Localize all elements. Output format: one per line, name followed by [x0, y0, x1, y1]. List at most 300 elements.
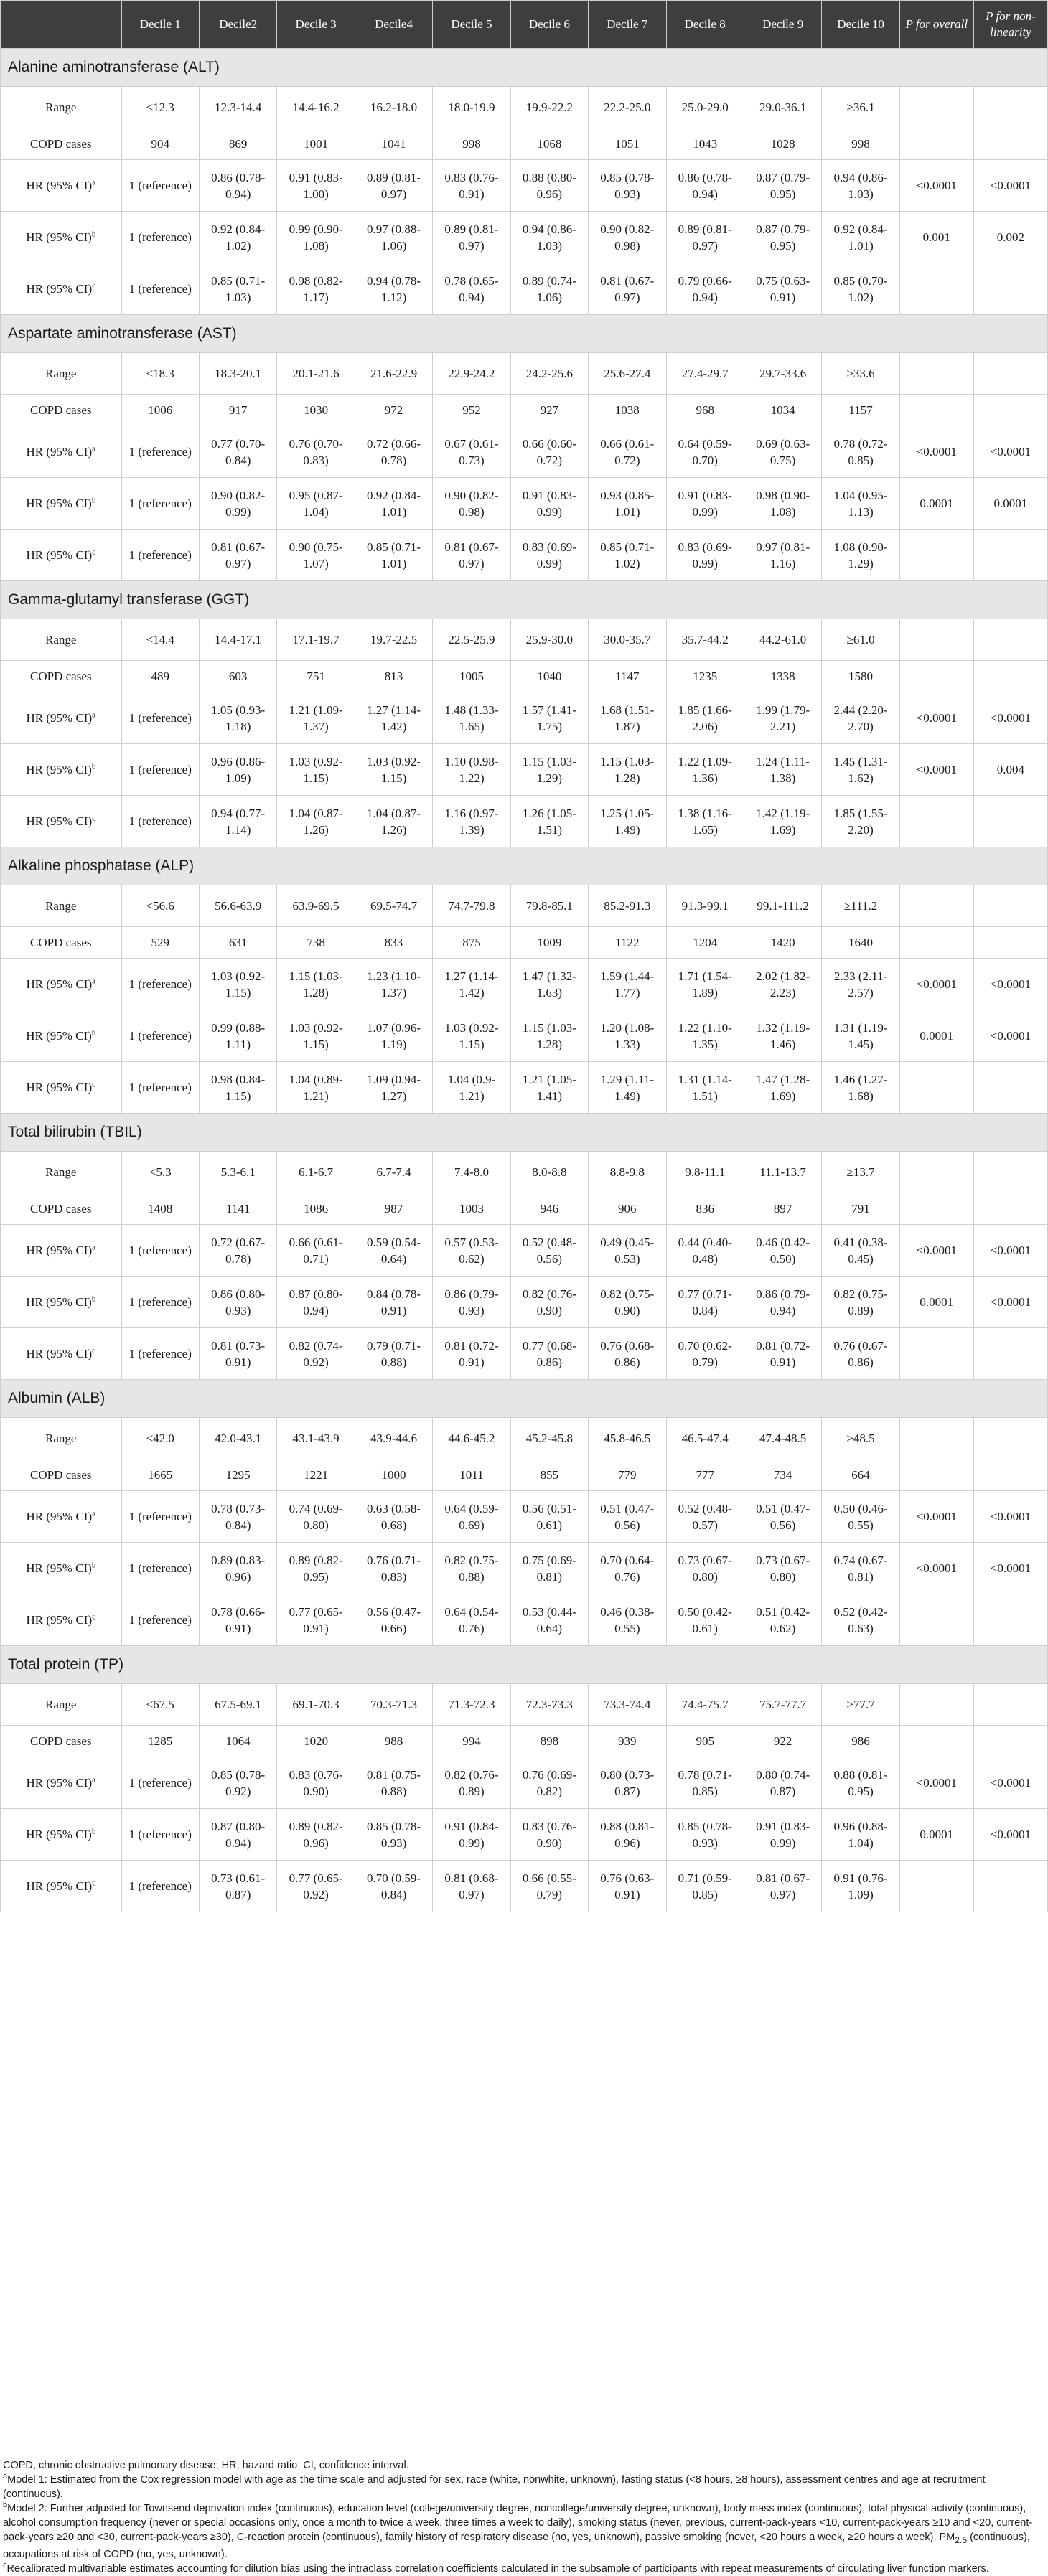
row-label: [1, 1594, 122, 1646]
header-cell-decile-2: Decile2: [199, 1, 276, 49]
p-overall-cell: [899, 87, 973, 128]
table-cell: 0.78 (0.71-0.85): [666, 1757, 744, 1809]
table-cell: 0.41 (0.38-0.45): [822, 1225, 899, 1277]
table-cell: 1001: [277, 128, 355, 160]
section-title: Gamma-glutamyl transferase (GGT): [1, 581, 1048, 619]
table-cell: ≥61.0: [822, 619, 899, 661]
table-cell: 1 (reference): [121, 1861, 199, 1912]
footnote-b-text: Model 2: Further adjusted for Townsend deprivation index (continuous), education level (college/university degree, noncollege/university degree, unknown), body mass index (continuous), total physical activity (continuous), alcohol consumption frequency (never or special occasions only, once a month to twice a week, three times a week to daily), smoking status (never, previous, current-pack-years <10, current-pack-years ≥10 and <20, current-pack-years ≥20 and <30, current-pack-years ≥30), C-reaction protein (continuous), family history of respiratory disease (no, yes, unknown), passive smoking (never, <20 hours a week, ≥20 hours a week), PM: [3, 2503, 1033, 2543]
table-cell: <67.5: [121, 1684, 199, 1726]
table-cell: 0.64 (0.54-0.76): [433, 1594, 510, 1646]
table-cell: 0.73 (0.61-0.87): [199, 1861, 276, 1912]
table-cell: 0.79 (0.71-0.88): [355, 1328, 432, 1380]
table-cell: 0.94 (0.86-1.03): [510, 212, 588, 263]
table-cell: 1.15 (1.03-1.28): [589, 744, 666, 796]
row-label-text: Range: [45, 1697, 77, 1711]
table-row: [1, 128, 1048, 160]
row-label: [1, 1459, 122, 1491]
table-cell: 0.52 (0.48-0.57): [666, 1491, 744, 1543]
table-cell: 1.57 (1.41-1.75): [510, 692, 588, 744]
table-cell: 1.99 (1.79-2.21): [744, 692, 821, 744]
row-label: [1, 1809, 122, 1861]
table-cell: 11.1-13.7: [744, 1152, 821, 1193]
table-cell: 0.78 (0.65-0.94): [433, 263, 510, 315]
table-cell: 0.86 (0.78-0.94): [666, 160, 744, 212]
table-cell: 1.07 (0.96-1.19): [355, 1010, 432, 1062]
table-cell: 972: [355, 395, 432, 426]
table-cell: 0.83 (0.69-0.99): [510, 530, 588, 581]
table-cell: 1.15 (1.03-1.28): [510, 1010, 588, 1062]
table-cell: 1640: [822, 927, 899, 959]
table-cell: 986: [822, 1726, 899, 1757]
table-cell: 0.77 (0.70-0.84): [199, 426, 276, 478]
table-cell: 1 (reference): [121, 796, 199, 847]
p-overall-cell: [899, 661, 973, 692]
table-cell: 1038: [589, 395, 666, 426]
table-cell: 897: [744, 1193, 821, 1225]
p-overall-cell: <0.0001: [899, 1225, 973, 1277]
table-cell: 24.2-25.6: [510, 353, 588, 395]
row-label-text: HR (95% CI): [26, 1509, 93, 1523]
table-cell: 1.04 (0.95-1.13): [822, 478, 899, 530]
table-row: [1, 1757, 1048, 1809]
row-label-text: HR (95% CI): [26, 814, 93, 828]
table-cell: 0.72 (0.66-0.78): [355, 426, 432, 478]
section-header-row: [1, 1380, 1048, 1418]
table-cell: 0.64 (0.59-0.70): [666, 426, 744, 478]
table-cell: 1086: [277, 1193, 355, 1225]
table-body: [1, 49, 1048, 1912]
p-overall-cell: [899, 796, 973, 847]
table-cell: 47.4-48.5: [744, 1418, 821, 1459]
table-cell: 0.91 (0.83-0.99): [510, 478, 588, 530]
model-superscript: c: [92, 813, 96, 822]
table-cell: 0.83 (0.76-0.91): [433, 160, 510, 212]
table-row: [1, 263, 1048, 315]
table-cell: 0.98 (0.84-1.15): [199, 1062, 276, 1114]
table-cell: 0.90 (0.82-0.98): [433, 478, 510, 530]
row-label-text: COPD cases: [30, 669, 92, 683]
table-cell: 0.50 (0.46-0.55): [822, 1491, 899, 1543]
table-cell: 1.45 (1.31-1.62): [822, 744, 899, 796]
p-nonlinearity-cell: <0.0001: [973, 1277, 1047, 1328]
table-cell: 0.77 (0.71-0.84): [666, 1277, 744, 1328]
footnote-marker: b: [3, 2501, 8, 2510]
table-cell: 1.15 (1.03-1.29): [510, 744, 588, 796]
table-cell: 1.46 (1.27-1.68): [822, 1062, 899, 1114]
p-overall-cell: <0.0001: [899, 426, 973, 478]
table-cell: 6.1-6.7: [277, 1152, 355, 1193]
p-overall-cell: <0.0001: [899, 1543, 973, 1594]
table-cell: 855: [510, 1459, 588, 1491]
table-cell: 813: [355, 661, 432, 692]
model-superscript: a: [92, 1242, 96, 1251]
row-label: [1, 128, 122, 160]
model-superscript: b: [91, 1294, 96, 1303]
row-label: [1, 1684, 122, 1726]
table-row: [1, 87, 1048, 128]
p-nonlinearity-cell: <0.0001: [973, 426, 1047, 478]
model-superscript: a: [92, 177, 96, 187]
table-cell: 79.8-85.1: [510, 885, 588, 927]
table-cell: 29.0-36.1: [744, 87, 821, 128]
table-cell: 1.23 (1.10-1.37): [355, 959, 432, 1010]
p-nonlinearity-cell: [973, 796, 1047, 847]
table-cell: 734: [744, 1459, 821, 1491]
table-cell: 1.48 (1.33-1.65): [433, 692, 510, 744]
table-cell: 869: [199, 128, 276, 160]
table-cell: 1.85 (1.66-2.06): [666, 692, 744, 744]
table-cell: 1.03 (0.92-1.15): [433, 1010, 510, 1062]
section-header-row: [1, 49, 1048, 87]
table-cell: 0.81 (0.72-0.91): [433, 1328, 510, 1380]
table-cell: <42.0: [121, 1418, 199, 1459]
p-nonlinearity-cell: [973, 927, 1047, 959]
table-cell: 0.71 (0.59-0.85): [666, 1861, 744, 1912]
table-cell: 0.75 (0.63-0.91): [744, 263, 821, 315]
row-label: [1, 426, 122, 478]
table-cell: 1.27 (1.14-1.42): [433, 959, 510, 1010]
table-cell: 0.82 (0.75-0.88): [433, 1543, 510, 1594]
table-cell: 0.81 (0.73-0.91): [199, 1328, 276, 1380]
p-overall-cell: [899, 1861, 973, 1912]
row-label-text: COPD cases: [30, 136, 92, 151]
table-cell: 898: [510, 1726, 588, 1757]
table-cell: 1580: [822, 661, 899, 692]
table-cell: 1.10 (0.98-1.22): [433, 744, 510, 796]
row-label: [1, 478, 122, 530]
table-cell: 0.76 (0.68-0.86): [589, 1328, 666, 1380]
table-row: [1, 1491, 1048, 1543]
table-cell: 0.66 (0.60-0.72): [510, 426, 588, 478]
section-title: Aspartate aminotransferase (AST): [1, 315, 1048, 353]
table-cell: 45.2-45.8: [510, 1418, 588, 1459]
table-cell: 72.3-73.3: [510, 1684, 588, 1726]
section-header-row: [1, 1114, 1048, 1152]
table-cell: 0.81 (0.68-0.97): [433, 1861, 510, 1912]
p-overall-cell: [899, 1594, 973, 1646]
table-cell: 0.78 (0.73-0.84): [199, 1491, 276, 1543]
table-cell: 0.98 (0.82-1.17): [277, 263, 355, 315]
table-cell: 1 (reference): [121, 212, 199, 263]
table-cell: 0.98 (0.90-1.08): [744, 478, 821, 530]
table-cell: 1005: [433, 661, 510, 692]
row-label: [1, 1225, 122, 1277]
row-label: [1, 1543, 122, 1594]
table-cell: 0.87 (0.79-0.95): [744, 160, 821, 212]
row-label-text: HR (95% CI): [26, 1879, 93, 1893]
table-cell: 0.90 (0.75-1.07): [277, 530, 355, 581]
table-cell: 22.2-25.0: [589, 87, 666, 128]
footnote-marker: c: [3, 2561, 7, 2570]
row-label-text: HR (95% CI): [26, 1346, 93, 1360]
row-label-text: HR (95% CI): [26, 496, 92, 510]
table-cell: 1204: [666, 927, 744, 959]
header-cell-decile-6: Decile 6: [510, 1, 588, 49]
table-cell: 12.3-14.4: [199, 87, 276, 128]
p-nonlinearity-cell: [973, 1459, 1047, 1491]
row-label: [1, 1193, 122, 1225]
table-cell: 69.5-74.7: [355, 885, 432, 927]
table-cell: <12.3: [121, 87, 199, 128]
table-cell: 1040: [510, 661, 588, 692]
table-cell: 29.7-33.6: [744, 353, 821, 395]
table-cell: 0.81 (0.67-0.97): [744, 1861, 821, 1912]
table-cell: 1.42 (1.19-1.69): [744, 796, 821, 847]
model-superscript: a: [92, 710, 96, 719]
model-superscript: b: [91, 229, 96, 238]
p-nonlinearity-cell: [973, 128, 1047, 160]
row-label: [1, 530, 122, 581]
row-label: [1, 87, 122, 128]
model-superscript: a: [92, 1774, 96, 1784]
table-cell: 30.0-35.7: [589, 619, 666, 661]
section-title: Alanine aminotransferase (ALT): [1, 49, 1048, 87]
table-row: [1, 661, 1048, 692]
table-cell: 998: [433, 128, 510, 160]
table-cell: 0.59 (0.54-0.64): [355, 1225, 432, 1277]
table-cell: 0.82 (0.75-0.89): [822, 1277, 899, 1328]
table-cell: 56.6-63.9: [199, 885, 276, 927]
p-nonlinearity-cell: [973, 353, 1047, 395]
table-cell: 1 (reference): [121, 1809, 199, 1861]
table-cell: 1.59 (1.44-1.77): [589, 959, 666, 1010]
row-label-text: HR (95% CI): [26, 281, 93, 296]
table-cell: 1.03 (0.92-1.15): [277, 744, 355, 796]
table-cell: 0.70 (0.59-0.84): [355, 1861, 432, 1912]
row-label: [1, 263, 122, 315]
table-cell: 1009: [510, 927, 588, 959]
footnote-b-subscript: 2.5: [955, 2534, 968, 2545]
table-row: [1, 1193, 1048, 1225]
table-cell: 0.85 (0.78-0.92): [199, 1757, 276, 1809]
table-cell: 0.96 (0.86-1.09): [199, 744, 276, 796]
table-cell: 1.04 (0.9-1.21): [433, 1062, 510, 1114]
footnote-a-text: Model 1: Estimated from the Cox regression model with age as the time scale and adjusted for sex, race (white, nonwhite, unknown), fasting status (<8 hours, ≥8 hours), assessment centres and age at recruitment (continuous).: [3, 2474, 986, 2500]
table-cell: 0.91 (0.83-0.99): [744, 1809, 821, 1861]
table-cell: 91.3-99.1: [666, 885, 744, 927]
row-label: [1, 395, 122, 426]
section-title: Total protein (TP): [1, 1646, 1048, 1684]
table-cell: 74.7-79.8: [433, 885, 510, 927]
table-cell: 1.25 (1.05-1.49): [589, 796, 666, 847]
row-label-text: HR (95% CI): [26, 977, 93, 991]
table-row: [1, 1328, 1048, 1380]
table-row: [1, 1726, 1048, 1757]
table-cell: 0.74 (0.67-0.81): [822, 1543, 899, 1594]
table-cell: 0.66 (0.61-0.72): [589, 426, 666, 478]
model-superscript: b: [91, 761, 96, 771]
table-cell: 1041: [355, 128, 432, 160]
table-cell: 22.5-25.9: [433, 619, 510, 661]
table-row: [1, 1152, 1048, 1193]
table-row: [1, 478, 1048, 530]
row-label: [1, 1861, 122, 1912]
table-cell: 631: [199, 927, 276, 959]
table-row: [1, 744, 1048, 796]
row-label-text: Range: [45, 1165, 77, 1179]
p-nonlinearity-cell: [973, 1062, 1047, 1114]
table-cell: 0.81 (0.67-0.97): [199, 530, 276, 581]
header-cell-decile-10: Decile 10: [822, 1, 899, 49]
row-label: [1, 212, 122, 263]
table-cell: 1.09 (0.94-1.27): [355, 1062, 432, 1114]
header-cell-decile-7: Decile 7: [589, 1, 666, 49]
footnote-marker: a: [3, 2472, 8, 2481]
p-overall-cell: 0.0001: [899, 1277, 973, 1328]
table-cell: 70.3-71.3: [355, 1684, 432, 1726]
table-cell: 43.9-44.6: [355, 1418, 432, 1459]
section-title: Albumin (ALB): [1, 1380, 1048, 1418]
table-cell: 0.85 (0.71-1.01): [355, 530, 432, 581]
table-cell: 0.44 (0.40-0.48): [666, 1225, 744, 1277]
table-cell: 0.90 (0.82-0.99): [199, 478, 276, 530]
model-superscript: b: [91, 1028, 96, 1037]
p-overall-cell: <0.0001: [899, 959, 973, 1010]
table-cell: 1141: [199, 1193, 276, 1225]
table-cell: 67.5-69.1: [199, 1684, 276, 1726]
table-cell: 20.1-21.6: [277, 353, 355, 395]
p-nonlinearity-cell: 0.0001: [973, 478, 1047, 530]
table-cell: 1235: [666, 661, 744, 692]
table-cell: 0.89 (0.81-0.97): [433, 212, 510, 263]
table-cell: 0.72 (0.67-0.78): [199, 1225, 276, 1277]
table-cell: 1.20 (1.08-1.33): [589, 1010, 666, 1062]
table-cell: 0.88 (0.81-0.95): [822, 1757, 899, 1809]
table-cell: 1030: [277, 395, 355, 426]
table-cell: ≥111.2: [822, 885, 899, 927]
table-cell: 0.66 (0.55-0.79): [510, 1861, 588, 1912]
footnote-c-text: Recalibrated multivariable estimates accounting for dilution bias using the intraclass correlation coefficients calculated in the subsample of participants with repeat measurements of circulating liver function markers.: [6, 2562, 989, 2575]
table-cell: 0.81 (0.75-0.88): [355, 1757, 432, 1809]
table-cell: 22.9-24.2: [433, 353, 510, 395]
p-nonlinearity-cell: [973, 87, 1047, 128]
table-row: [1, 426, 1048, 478]
p-overall-cell: [899, 1152, 973, 1193]
table-cell: 603: [199, 661, 276, 692]
table-cell: 968: [666, 395, 744, 426]
table-cell: 0.83 (0.69-0.99): [666, 530, 744, 581]
header-row: [1, 1, 1048, 49]
table-cell: 1.38 (1.16-1.65): [666, 796, 744, 847]
table-cell: 0.46 (0.38-0.55): [589, 1594, 666, 1646]
table-cell: 0.83 (0.76-0.90): [277, 1757, 355, 1809]
p-nonlinearity-cell: [973, 1726, 1047, 1757]
table-cell: 14.4-17.1: [199, 619, 276, 661]
table-cell: 904: [121, 128, 199, 160]
p-overall-cell: [899, 1459, 973, 1491]
table-cell: 0.89 (0.81-0.97): [666, 212, 744, 263]
table-cell: ≥48.5: [822, 1418, 899, 1459]
p-overall-cell: [899, 1684, 973, 1726]
table-row: [1, 692, 1048, 744]
table-cell: 1.15 (1.03-1.28): [277, 959, 355, 1010]
p-nonlinearity-cell: <0.0001: [973, 1225, 1047, 1277]
model-superscript: c: [92, 1345, 96, 1355]
table-row: [1, 885, 1048, 927]
p-nonlinearity-cell: 0.002: [973, 212, 1047, 263]
table-cell: 7.4-8.0: [433, 1152, 510, 1193]
table-row: [1, 1809, 1048, 1861]
section-header-row: [1, 847, 1048, 885]
table-header: [1, 1, 1048, 49]
row-label: [1, 1152, 122, 1193]
table-cell: 1.03 (0.92-1.15): [355, 744, 432, 796]
table-cell: 0.81 (0.72-0.91): [744, 1328, 821, 1380]
row-label-text: COPD cases: [30, 935, 92, 949]
p-nonlinearity-cell: [973, 1594, 1047, 1646]
row-label-text: HR (95% CI): [26, 230, 92, 244]
table-row: [1, 353, 1048, 395]
table-cell: 1 (reference): [121, 1757, 199, 1809]
row-label: [1, 1726, 122, 1757]
table-cell: 0.91 (0.84-0.99): [433, 1809, 510, 1861]
table-cell: 19.7-22.5: [355, 619, 432, 661]
table-cell: 0.76 (0.69-0.82): [510, 1757, 588, 1809]
p-overall-cell: [899, 128, 973, 160]
table-cell: 0.63 (0.58-0.68): [355, 1491, 432, 1543]
row-label-text: HR (95% CI): [26, 1028, 92, 1043]
table-cell: 1.16 (0.97-1.39): [433, 796, 510, 847]
table-row: [1, 395, 1048, 426]
row-label-text: COPD cases: [30, 403, 92, 417]
model-superscript: b: [91, 1560, 96, 1569]
row-label: [1, 1328, 122, 1380]
table-cell: 42.0-43.1: [199, 1418, 276, 1459]
table-cell: 1.04 (0.87-1.26): [355, 796, 432, 847]
table-cell: 1011: [433, 1459, 510, 1491]
table-row: [1, 1062, 1048, 1114]
table-cell: 0.91 (0.83-1.00): [277, 160, 355, 212]
p-overall-cell: <0.0001: [899, 744, 973, 796]
table-cell: 751: [277, 661, 355, 692]
table-cell: 2.02 (1.82-2.23): [744, 959, 821, 1010]
table-cell: 1.24 (1.11-1.38): [744, 744, 821, 796]
header-cell-decile-1: Decile 1: [121, 1, 199, 49]
row-label-text: HR (95% CI): [26, 1827, 92, 1841]
p-overall-cell: [899, 395, 973, 426]
table-cell: 833: [355, 927, 432, 959]
table-cell: 0.66 (0.61-0.71): [277, 1225, 355, 1277]
table-cell: 1000: [355, 1459, 432, 1491]
p-nonlinearity-cell: <0.0001: [973, 1809, 1047, 1861]
table-cell: 998: [822, 128, 899, 160]
table-cell: 0.91 (0.76-1.09): [822, 1861, 899, 1912]
table-cell: <5.3: [121, 1152, 199, 1193]
table-cell: 1 (reference): [121, 478, 199, 530]
table-cell: 0.79 (0.66-0.94): [666, 263, 744, 315]
footnote-b: [3, 2501, 1045, 2562]
header-cell-p-overall: P for overall: [899, 1, 973, 49]
table-row: [1, 1010, 1048, 1062]
table-cell: 994: [433, 1726, 510, 1757]
table-cell: 17.1-19.7: [277, 619, 355, 661]
table-cell: 0.82 (0.75-0.90): [589, 1277, 666, 1328]
table-cell: 1.22 (1.10-1.35): [666, 1010, 744, 1062]
row-label: [1, 661, 122, 692]
table-cell: 0.85 (0.70-1.02): [822, 263, 899, 315]
table-row: [1, 1418, 1048, 1459]
row-label-text: HR (95% CI): [26, 1080, 93, 1094]
table-cell: 5.3-6.1: [199, 1152, 276, 1193]
table-cell: 1338: [744, 661, 821, 692]
table-cell: 1147: [589, 661, 666, 692]
header-cell-p-nonlinearity: P for non-linearity: [973, 1, 1047, 49]
table-cell: 0.51 (0.47-0.56): [589, 1491, 666, 1543]
p-overall-cell: [899, 927, 973, 959]
table-cell: 43.1-43.9: [277, 1418, 355, 1459]
p-overall-cell: 0.0001: [899, 1010, 973, 1062]
